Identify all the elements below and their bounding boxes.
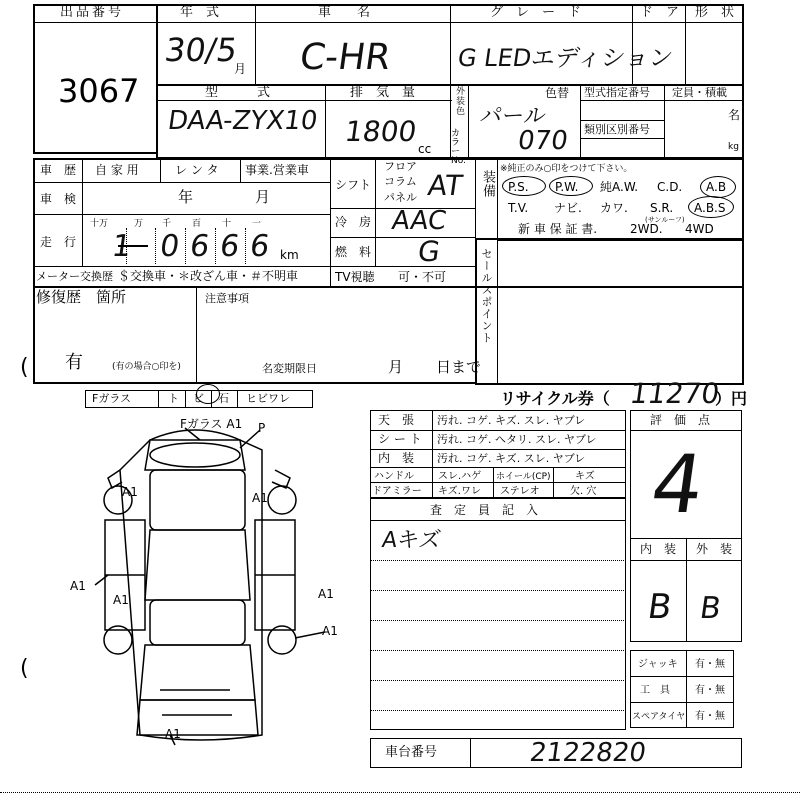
stereo-value: 欠. 穴: [570, 486, 597, 497]
damage-mark: A1: [318, 587, 334, 601]
equipment-note: ※純正のみ○印をつけて下さい。: [500, 164, 633, 174]
equip-sr: S.R.: [650, 201, 674, 215]
damage-mark: A1: [113, 593, 129, 607]
equip-abs: A.B.S: [694, 201, 726, 215]
recycle-unit: ）円: [715, 389, 748, 408]
digit-label: 万: [134, 219, 144, 229]
equip-leather: カワ.: [600, 201, 628, 215]
damage-mark: A1: [165, 727, 181, 741]
private-use: 自 家 用: [95, 163, 139, 177]
car-hood: [145, 440, 245, 470]
wheel-value: キズ: [575, 471, 595, 482]
sunroof-note: (サンルーフ): [645, 216, 685, 224]
displacement-label: 排 気 量: [350, 85, 416, 100]
category-label: 類別区別番号: [584, 123, 650, 136]
shift-option: フロア: [384, 160, 417, 173]
digit-label: 十万: [90, 219, 109, 229]
displacement-value: 1800: [342, 115, 419, 148]
recycle-value: 11270: [627, 377, 722, 410]
year-month-unit: 月: [234, 62, 247, 76]
repair-value: 有: [65, 352, 83, 373]
score-exterior-label: 外 装: [696, 542, 733, 556]
model-value: DAA-ZYX10: [165, 106, 320, 136]
interior-value: 汚れ. コゲ. キズ. スレ. ヤブレ: [437, 452, 586, 465]
name-change-day: 日まで: [436, 358, 482, 376]
capacity-label: 定員・積載: [672, 86, 727, 99]
circle-mark: [502, 176, 546, 196]
color-side-label: 外装色: [454, 86, 464, 116]
rear-left-wheel: [104, 626, 132, 654]
mileage-label: 走 行: [40, 235, 77, 249]
jack-label: ジャッキ: [638, 659, 678, 670]
equipment-label: 装備: [480, 170, 495, 198]
inspector-note: Aキズ: [380, 528, 443, 553]
chassis-label: 車台番号: [385, 745, 438, 760]
model-label: 型 式: [205, 85, 271, 100]
fuel-value: G: [415, 235, 443, 268]
mileage-digit: 6: [187, 229, 212, 264]
repair-label: 修復歴 箇所: [36, 288, 127, 306]
right-mirror: [272, 470, 290, 488]
shift-label: シフト: [335, 178, 372, 192]
digit-label: 一: [252, 219, 262, 229]
equip-tv: T.V.: [508, 201, 529, 215]
commercial: 事業.営業車: [245, 163, 309, 177]
shift-option: パネル: [384, 191, 417, 204]
inspector-label: 査 定 員 記 入: [430, 503, 539, 517]
tool-label: 工 具: [640, 685, 670, 696]
sales-point-label: セールスポイント: [480, 248, 493, 344]
equip-pw: P.W.: [555, 180, 579, 194]
lot-label: 出品番号: [60, 5, 125, 20]
damage-mark: P: [258, 421, 266, 435]
seat-label: シ ー ト: [378, 432, 422, 446]
digit-label: 十: [222, 219, 232, 229]
chassis-value: 2122820: [527, 738, 648, 768]
inspection-label: 車 検: [40, 192, 77, 206]
car-body-outline: [120, 430, 262, 740]
mileage-digit: 6: [247, 229, 272, 264]
glass-bi: ビ: [193, 392, 204, 405]
circle-mark: [549, 176, 593, 196]
equip-cd: C.D.: [657, 180, 683, 194]
car-name-value: C-HR: [297, 37, 394, 78]
fuel-label: 燃 料: [335, 245, 372, 259]
glass-crack: ヒビワレ: [246, 392, 290, 405]
mirror-label: ドアミラー: [372, 486, 422, 497]
ceiling-value: 汚れ. コゲ. キズ. スレ. ヤブレ: [437, 414, 586, 427]
spare-label: スペアタイヤ: [632, 712, 686, 722]
equip-aw: 純A.W.: [600, 180, 639, 194]
punch-hole: (: [20, 656, 29, 681]
spare-option: 有・無: [695, 711, 725, 722]
equip-ps: P.S.: [508, 180, 529, 194]
car-name-label: 車 名: [318, 5, 371, 20]
roof: [145, 530, 250, 600]
front-left-wheel: [104, 486, 132, 514]
score-value: 4: [645, 438, 710, 531]
digit-label: 百: [192, 219, 202, 229]
tv-options: 可・不可: [398, 270, 447, 284]
left-mirror: [108, 470, 122, 488]
shape-label: 形 状: [695, 5, 735, 20]
interior-label: 内 装: [378, 451, 415, 465]
damage-mark: A1: [252, 491, 268, 505]
mileage-digit: 6: [217, 229, 242, 264]
shift-value: AT: [425, 169, 465, 202]
name-change-month: 月: [388, 358, 404, 376]
capacity-kg-unit: kg: [728, 142, 739, 152]
lot-number: 3067: [58, 72, 140, 110]
name-change-label: 名変期限日: [262, 362, 317, 375]
glass-front: Fガラス: [92, 392, 131, 405]
mirror-value: キズ.ワレ: [438, 486, 481, 497]
mileage-digit: 0: [157, 229, 182, 264]
rear-window: [150, 600, 245, 645]
inspection-month-unit: 月: [255, 188, 271, 206]
ceiling-label: 天 張: [378, 413, 415, 427]
sales-point-box: [475, 238, 744, 385]
tool-option: 有・無: [695, 685, 725, 696]
equip-2wd: 2WD.: [630, 222, 663, 236]
color-value: パール: [478, 104, 548, 129]
meter-label: メーター交換歴: [36, 270, 113, 283]
windshield: [150, 470, 245, 530]
inspection-year-unit: 年: [178, 188, 194, 206]
car-history-label: 車 歴: [40, 163, 77, 177]
right-side-panel: [255, 520, 295, 630]
seat-value: 汚れ. コゲ. ヘタリ. スレ. ヤブレ: [437, 433, 597, 446]
glass-stone: 石: [218, 392, 229, 405]
glass-to: ト: [168, 392, 179, 405]
score-interior-label: 内 装: [640, 542, 677, 556]
tv-label: TV視聴: [335, 270, 375, 284]
type-designation-label: 型式指定番号: [584, 86, 650, 99]
grade-label: グ レ ー ド: [490, 5, 582, 20]
trunk: [140, 645, 255, 700]
score-label: 評 価 点: [650, 413, 711, 427]
year-label: 年 式: [180, 5, 220, 20]
punch-hole: (: [20, 355, 29, 380]
left-side-panel: [105, 520, 145, 630]
shift-option: コラム: [384, 175, 417, 188]
repair-note: (有の場合○印を): [112, 362, 181, 372]
damage-mark: A1: [322, 624, 338, 638]
ac-value: AAC: [389, 206, 449, 236]
color-replace-label: 色替: [545, 86, 570, 100]
notes-label: 注意事項: [205, 292, 249, 305]
rear-bumper: [137, 700, 258, 735]
recycle-label: リサイクル券（: [500, 389, 610, 408]
score-interior-value: B: [645, 587, 675, 627]
year-value: 30/5: [162, 31, 240, 69]
front-bumper: [150, 443, 240, 467]
ac-label: 冷 房: [335, 215, 372, 229]
damage-mark: A1: [70, 579, 86, 593]
equip-ab: A.B: [706, 180, 727, 194]
rear-right-wheel: [268, 626, 296, 654]
circle-mark: [688, 196, 734, 218]
rental: レ ン タ: [175, 163, 219, 177]
wheel-label: ホイール(CP): [496, 472, 551, 482]
color-code: 070: [515, 126, 570, 156]
damage-mark: A1: [122, 485, 138, 499]
jack-option: 有・無: [695, 659, 725, 670]
circle-mark: [700, 176, 736, 198]
equip-navi: ナビ.: [554, 201, 582, 215]
grade-value: G LEDエディション: [456, 44, 675, 72]
damage-mark: Fガラス A1: [180, 417, 243, 431]
score-exterior-value: B: [697, 591, 724, 626]
mileage-digit: 1: [109, 229, 134, 264]
front-right-wheel: [268, 486, 296, 514]
capacity-people-unit: 名: [728, 108, 741, 122]
equip-4wd: 4WD: [685, 222, 714, 236]
km-unit: km: [280, 248, 299, 262]
handle-label: ハンドル: [374, 471, 414, 482]
new-car-warranty: 新 車 保 証 書.: [518, 222, 598, 236]
meter-options: ＄交換車・＊改ざん車・＃不明車: [118, 269, 299, 283]
digit-label: 千: [162, 219, 172, 229]
door-label: ド ア: [640, 5, 680, 20]
handle-value: スレ.ハゲ: [438, 471, 482, 482]
circle-mark: [196, 384, 220, 404]
color-no-label: カラーNo.: [451, 129, 466, 166]
stereo-label: ステレオ: [500, 486, 540, 497]
cc-unit: cc: [418, 142, 432, 156]
